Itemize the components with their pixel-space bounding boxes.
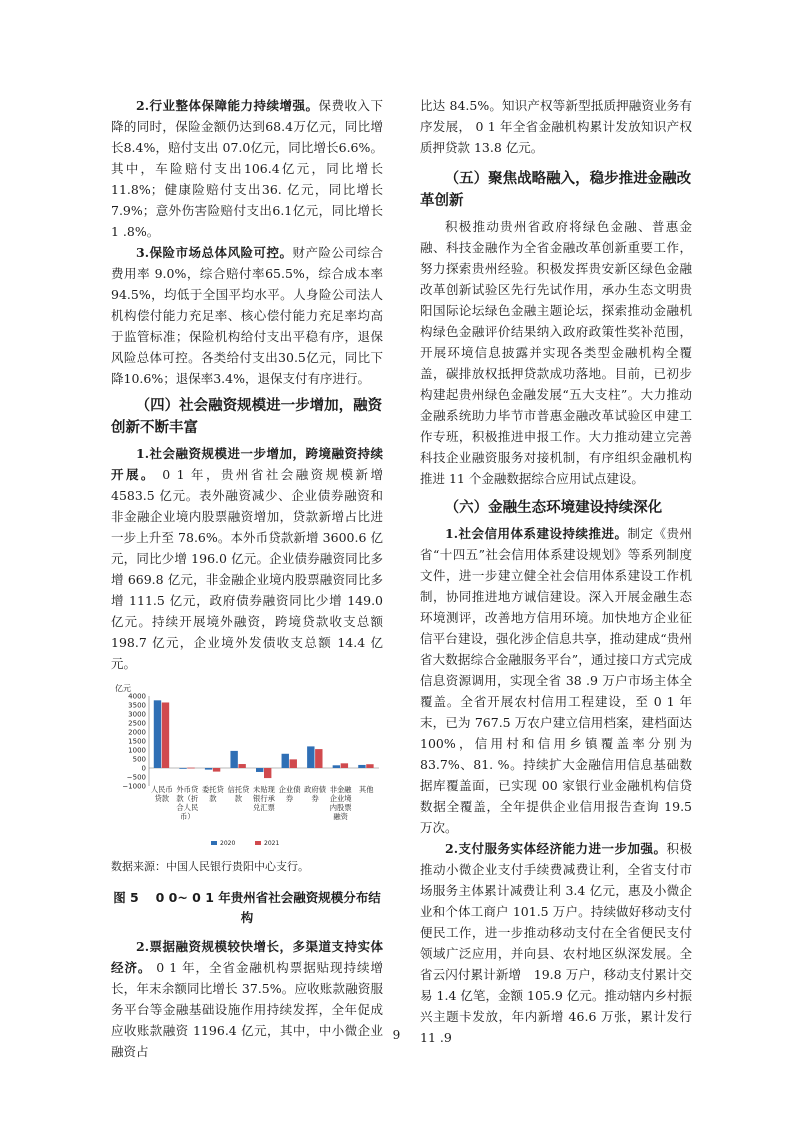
x-tick-label: 银行承 — [253, 794, 275, 803]
bar-2021 — [341, 763, 348, 768]
bar-2021 — [213, 768, 220, 772]
section-heading-6: （六）金融生态环境建设持续深化 — [444, 500, 663, 516]
paragraph-insurance-capacity: 2.行业整体保障能力持续增强。保费收入下降的同时，保险金额仍达到68.4万亿元，同比增长8.4%，赔付支出 07.0亿元，同比增长6.6%。其中，车险赔付支出106.4亿元，同比增长11.8%；健康险赔付支出36. 亿元，同比增长7.9%；意外伤害险赔付支出6.1亿元，同比增长1 .8%。 — [111, 98, 383, 239]
x-tick-label: 兑汇票 — [253, 803, 275, 812]
x-tick-label: 内股票 — [329, 803, 352, 812]
x-tick-label: 信托贷 — [227, 785, 250, 794]
y-tick-label: 1500 — [128, 737, 146, 746]
x-tick-label: 其他 — [358, 785, 374, 794]
bar-2021 — [187, 768, 194, 769]
bar-2020 — [179, 768, 186, 769]
paragraph-continued: 比达 84.5%。知识产权等新型抵质押融资业务有序发展， 0 1 年全省金融机构累计发放知识产权质押贷款 13.8 亿元。 — [420, 98, 692, 155]
section-heading-5: （五）聚焦战略融入，稳步推进金融改革创新 — [420, 171, 692, 209]
figure-caption: 图 5 0 0~ 0 1 年贵州省社会融资规模分布结构 — [113, 890, 381, 925]
x-tick-label: 外币贷 — [176, 785, 199, 794]
x-tick-label: 人民币 — [150, 785, 173, 794]
y-tick-label: 3000 — [128, 710, 146, 719]
legend-label: 2020 — [220, 840, 236, 847]
bar-2020 — [358, 765, 365, 768]
paragraph-social-financing: 1.社会融资规模进一步增加，跨境融资持续开展。 0 1 年，贵州省社会融资规模新增 4583.5 亿元。表外融资减少、企业债券融资和非金融企业境内股票融资增加，贷款新增占比进一步上升至 78.6%。本外币贷款新增 3600.6 亿元，同比少增 196.0 亿元。企业债券融资同比多增 669.8 亿元，非金融企业境内股票融资同比多增 111.5 亿元，政府债券融资同比少增 149.0 亿元。持续开展境外融资，跨境贷款收支总额 198.7 亿元，企业境外发债收支总额 14.4 亿元。 — [111, 446, 383, 671]
bar-2021 — [290, 759, 297, 768]
bar-2020 — [307, 746, 314, 768]
bar-2020 — [205, 768, 212, 770]
y-tick-label: −1000 — [122, 782, 146, 791]
x-tick-label: 企业境 — [329, 794, 352, 803]
legend-swatch — [211, 841, 217, 845]
y-tick-label: −500 — [126, 773, 146, 782]
y-tick-label: 500 — [132, 755, 146, 764]
legend-label: 2021 — [264, 840, 280, 847]
y-axis-label: 亿元 — [115, 684, 131, 693]
x-tick-label: 合人民 — [176, 803, 199, 812]
bar-2021 — [238, 764, 245, 768]
x-tick-label: 政府债 — [304, 785, 327, 794]
x-tick-label: 企业债 — [278, 785, 301, 794]
y-tick-label: 0 — [141, 764, 146, 773]
chart-source: 数据来源：中国人民银行贵阳中心支行。 — [111, 860, 309, 873]
page-number: 9 — [392, 1028, 401, 1042]
paragraph-payment-service: 2.支付服务实体经济能力进一步加强。积极推动小微企业支付手续费减费让利，全省支付市场服务主体累计减费让利 3.4 亿元，惠及小微企业和个体工商户 101.5 万户。持续做好移动支付便民工作，进一步推动移动支付在全省便民支付领域广泛应用，并向县、农村地区纵深发展。全省云闪付累计新增 19.8 万户，移动支付累计交易 1.4 亿笔，金额 105.9 亿元。推动辖内乡村振兴主题卡发放，年内新增 46.6 万张，累计发行 11 .9 — [420, 841, 692, 1045]
paragraph-bill-financing: 2.票据融资规模较快增长，多渠道支持实体经济。 0 1 年，全省金融机构票据贴现持续增长，年末余额同比增长 37.5%。应收账款融资服务平台等金融基础设施作用持续发挥，全年促成应收账款融资 1196.4 亿元，其中，中小微企业融资占 — [111, 939, 383, 1059]
paragraph-finance-reform: 积极推动贵州省政府将绿色金融、普惠金融、科技金融作为全省金融改革创新重要工作，努力探索贵州经验。积极发挥贵安新区绿色金融改革创新试验区先行先试作用，承办生态文明贵阳国际论坛绿色金融主题论坛，探索推动金融机构绿色金融评价结果纳入政府政策性奖补范围，开展环境信息披露并实现各类型金融机构全覆盖，碳排放权抵押贷款成功落地。目前，已初步构建起贵州绿色金融发展“五大支柱”。大力推动金融系统助力毕节市普惠金融改革试验区申建工作专班，积极推进申报工作。大力推动建立完善科技企业融资服务对接机制，有序组织金融机构推进 11 个金融数据综合应用试点建设。 — [420, 219, 692, 486]
financing-chart — [111, 682, 383, 854]
x-tick-label: 款 — [209, 794, 217, 803]
bar-2020 — [154, 700, 161, 768]
x-tick-label: 券 — [285, 794, 294, 803]
paragraph-credit-system: 1.社会信用体系建设持续推进。制定《贵州省“十四五”社会信用体系建设规划》等系列制度文件，进一步建立健全社会信用体系建设工作机制，协同推进地方诚信建设。深入开展金融生态环境测评，改善地方信用环境。加快地方企业征信平台建设，强化涉企信息共享，推动建成“贵州省大数据综合金融服务平台”，通过接口方式完成信息资源调用，实现全省 38 .9 万户市场主体全覆盖。全省开展农村信用工程建设，至 0 1 年末，已为 767.5 万农户建立信用档案，建档面达 100%，信用村和信用乡镇覆盖率分别为 83.7%、81. %。持续扩大金融信用信息基础数据库覆盖面，已实现 00 家银行业金融机构信贷数据全覆盖，全年提供企业信用报告查询 19.5 万次。 — [420, 526, 692, 835]
x-tick-label: 款 — [234, 794, 243, 803]
x-tick-label: 未贴现 — [253, 785, 275, 794]
bar-2021 — [162, 702, 169, 768]
section-heading-4: （四）社会融资规模进一步增加，融资创新不断丰富 — [111, 398, 383, 436]
bar-2020 — [256, 768, 263, 772]
x-tick-label: 贷款 — [154, 794, 170, 803]
y-tick-label: 2000 — [128, 728, 146, 737]
y-tick-label: 2500 — [128, 719, 146, 728]
paragraph-insurance-risk: 3.保险市场总体风险可控。财产险公司综合费用率 9.0%，综合赔付率65.5%，综合成本率94.5%，均低于全国平均水平。人身险公司法人机构偿付能力充足率、核心偿付能力充足率均高于监管标准；保险机构给付支出平稳有序，退保风险总体可控。各类给付支出30.5亿元，同比下降10.6%；退保率3.4%，退保支付有序进行。 — [111, 245, 383, 386]
x-tick-label: 融资 — [333, 812, 348, 821]
right-column — [420, 95, 692, 1048]
x-tick-label: 款（折 — [176, 794, 199, 803]
legend-swatch — [255, 841, 261, 845]
x-tick-label: 非金融 — [329, 785, 352, 794]
y-tick-label: 3500 — [128, 701, 146, 710]
x-tick-label: 券 — [311, 794, 319, 803]
x-tick-label: 委托贷 — [201, 785, 224, 794]
y-tick-label: 1000 — [128, 746, 146, 755]
chart-svg — [111, 682, 383, 854]
bar-2021 — [264, 768, 271, 778]
y-tick-label: 4000 — [128, 692, 146, 701]
bar-2020 — [282, 754, 289, 768]
bar-2020 — [333, 765, 340, 768]
bar-2021 — [315, 749, 322, 768]
bar-2020 — [230, 751, 237, 768]
x-tick-label: 币） — [180, 812, 195, 821]
left-column — [111, 95, 383, 1062]
bar-2021 — [366, 764, 373, 768]
